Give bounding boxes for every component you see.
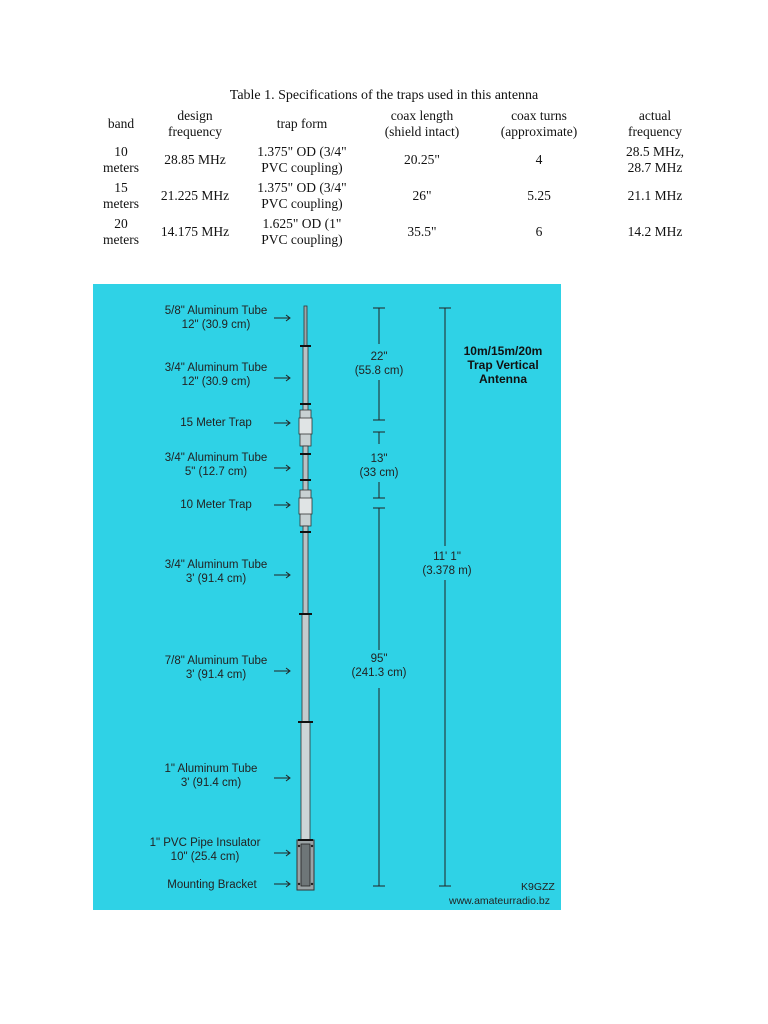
dim-22-inch-cm: (55.8 cm) <box>354 365 404 377</box>
label-arrows <box>274 315 290 887</box>
label-3-4-tube-mid-length: 5" (12.7 cm) <box>184 466 248 478</box>
cell-design-frequency: 21.225 MHz <box>160 188 230 203</box>
table-caption: Table 1. Specifications of the traps used in this antenna <box>229 88 539 103</box>
tube-3-4-upper-body <box>303 346 308 404</box>
header-trap-form: trap form <box>276 116 328 131</box>
antenna-diagram-svg <box>93 284 561 910</box>
arrow-icon <box>274 465 290 471</box>
cell-coax-length: 26" <box>412 188 432 203</box>
tube-1-inch <box>301 722 310 840</box>
arrow-icon <box>274 850 290 856</box>
header-actual-frequency: actual frequency <box>628 108 682 139</box>
trap-10-coil <box>299 498 312 514</box>
dim-total-height-m: (3.378 m) <box>422 565 472 577</box>
callsign: K9GZZ <box>521 881 555 893</box>
label-pvc-insulator-length: 10" (25.4 cm) <box>170 851 240 863</box>
arrow-icon <box>274 420 290 426</box>
label-3-4-tube-upper-length: 12" (30.9 cm) <box>181 376 251 388</box>
cell-design-frequency: 28.85 MHz <box>164 152 226 167</box>
cell-coax-length: 35.5" <box>407 224 437 239</box>
title-line-3: Antenna <box>479 372 527 386</box>
header-band: band <box>107 116 135 131</box>
dim-13-inch: 13" <box>370 453 388 465</box>
cell-design-frequency: 14.175 MHz <box>160 224 230 239</box>
label-3-4-tube-mid: 3/4" Aluminum Tube <box>164 452 268 464</box>
website-credit: www.amateurradio.bz <box>449 895 550 907</box>
header-coax-turns: coax turns (approximate) <box>500 108 578 139</box>
cell-coax-turns: 6 <box>535 224 543 239</box>
cell-coax-turns: 4 <box>535 152 543 167</box>
table-row <box>92 214 712 250</box>
antenna-diagram <box>93 284 561 910</box>
label-7-8-tube: 7/8" Aluminum Tube <box>164 655 268 667</box>
header-coax-length: coax length (shield intact) <box>384 108 460 139</box>
dimension-lines <box>370 308 451 886</box>
title-line-1: 10m/15m/20m <box>463 344 543 358</box>
tube-7-8 <box>302 614 309 722</box>
antenna-mast <box>297 306 314 890</box>
cell-actual-frequency: 14.2 MHz <box>627 224 683 239</box>
dim-13-inch-cm: (33 cm) <box>359 467 399 479</box>
cell-trap-form: 1.375" OD (3/4" PVC coupling) <box>257 180 347 211</box>
trap-spec-table <box>92 106 712 250</box>
diagram-title <box>464 344 543 386</box>
dim-95-inch: 95" <box>370 653 388 665</box>
tube-3-4-mid <box>303 446 308 492</box>
table-row <box>92 142 712 178</box>
cell-trap-form: 1.375" OD (3/4" PVC coupling) <box>257 144 347 175</box>
dim-total-height: 11' 1" <box>433 551 461 563</box>
label-1-inch-tube-length: 3' (91.4 cm) <box>180 777 242 789</box>
dimension-labels <box>352 351 472 679</box>
label-10-meter-trap: 10 Meter Trap <box>180 499 252 511</box>
tube-3-4-lower <box>303 526 308 614</box>
cell-band: 20 meters <box>103 216 139 247</box>
label-5-8-tube: 5/8" Aluminum Tube <box>164 305 268 317</box>
table-row <box>92 178 712 214</box>
label-5-8-tube-length: 12" (30.9 cm) <box>181 319 251 331</box>
title-line-2: Trap Vertical <box>467 358 539 372</box>
label-3-4-tube-lower: 3/4" Aluminum Tube <box>164 559 268 571</box>
arrow-icon <box>274 775 290 781</box>
label-3-4-tube-lower-length: 3' (91.4 cm) <box>185 573 247 585</box>
cell-trap-form: 1.625" OD (1" PVC coupling) <box>261 216 343 247</box>
cell-band: 10 meters <box>103 144 139 175</box>
header-design-frequency: design frequency <box>168 108 222 139</box>
arrow-icon <box>274 315 290 321</box>
arrow-icon <box>274 881 290 887</box>
arrow-icon <box>274 502 290 508</box>
dim-22-inch: 22" <box>370 351 388 363</box>
table-header-row <box>92 106 712 142</box>
label-1-inch-tube: 1" Aluminum Tube <box>164 763 258 775</box>
cell-actual-frequency: 21.1 MHz <box>627 188 683 203</box>
part-labels <box>150 305 268 891</box>
cell-actual-frequency: 28.5 MHz, 28.7 MHz <box>625 144 685 175</box>
trap-15-coil <box>299 418 312 434</box>
label-3-4-tube-upper: 3/4" Aluminum Tube <box>164 362 268 374</box>
pvc-insulator <box>301 844 310 886</box>
label-mounting-bracket: Mounting Bracket <box>167 879 257 891</box>
label-15-meter-trap: 15 Meter Trap <box>180 417 252 429</box>
dim-95-inch-cm: (241.3 cm) <box>351 667 407 679</box>
cell-band: 15 meters <box>103 180 139 211</box>
cell-coax-length: 20.25" <box>404 152 440 167</box>
cell-coax-turns: 5.25 <box>527 188 551 203</box>
label-7-8-tube-length: 3' (91.4 cm) <box>185 669 247 681</box>
arrow-icon <box>274 375 290 381</box>
arrow-icon <box>274 572 290 578</box>
label-pvc-insulator: 1" PVC Pipe Insulator <box>149 837 261 849</box>
arrow-icon <box>274 668 290 674</box>
